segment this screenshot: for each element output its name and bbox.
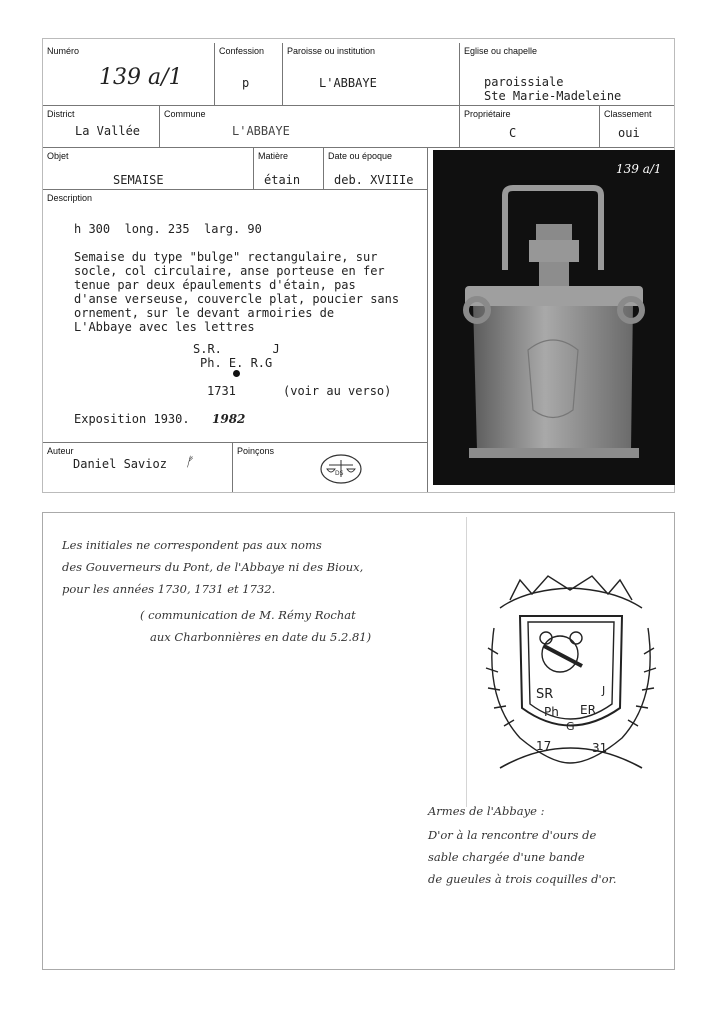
auteur-label: Auteur	[47, 446, 74, 456]
hallmark-stamp-icon	[319, 453, 363, 485]
back-comm-line: ( communication de M. Rémy Rochat	[140, 608, 356, 622]
confession-value: p	[242, 76, 250, 90]
back-comm-line: aux Charbonnières en date du 5.2.81)	[150, 630, 372, 644]
back-note-line: pour les années 1730, 1731 et 1732.	[62, 582, 276, 596]
crest-letters: 31	[592, 741, 608, 755]
proprietaire-cell	[460, 106, 600, 148]
description-letters-1: S.R. J	[193, 342, 280, 356]
description-letters-2: Ph. E. R.G	[200, 356, 273, 370]
poincons-cell	[233, 443, 428, 492]
crest-letters: Ph	[544, 705, 559, 719]
back-divider	[466, 517, 467, 807]
description-line: L'Abbaye avec les lettres	[74, 320, 255, 334]
auteur-value: Daniel Savioz	[73, 457, 167, 471]
commune-value: L'ABBAYE	[232, 124, 290, 138]
svg-text:DS: DS	[335, 470, 344, 477]
paroisse-value: L'ABBAYE	[319, 76, 377, 90]
description-line: tenue par deux épaulements d'étain, pas	[74, 278, 356, 292]
district-label: District	[47, 109, 75, 119]
arms-line: D'or à la rencontre d'ours de	[428, 828, 597, 842]
crest-letters: 17	[536, 739, 552, 753]
classement-label: Classement	[604, 109, 652, 119]
auteur-cell	[43, 443, 233, 492]
eglise-value-1: paroissiale	[484, 75, 564, 89]
description-line: socle, col circulaire, anse porteuse en fer	[74, 264, 385, 278]
eglise-label: Eglise ou chapelle	[464, 46, 538, 56]
proprietaire-label: Propriétaire	[464, 109, 511, 119]
paroisse-cell	[283, 43, 460, 106]
commune-label: Commune	[164, 109, 206, 119]
crest-letters: G	[566, 720, 575, 733]
photo-number: 139 a/1	[616, 162, 662, 176]
numero-label: Numéro	[47, 46, 80, 56]
back-note-line: Les initiales ne correspondent pas aux noms	[62, 538, 322, 552]
date-cell	[324, 148, 428, 190]
description-exposition-hand: 1982	[212, 412, 246, 426]
objet-cell	[43, 148, 254, 190]
classement-value: oui	[618, 126, 640, 140]
date-value: deb. XVIIIe	[334, 173, 414, 187]
description-line: Semaise du type "bulge" rectangulaire, sur	[74, 250, 378, 264]
district-value: La Vallée	[75, 124, 141, 138]
district-cell	[43, 106, 160, 148]
objet-value: SEMAISE	[113, 173, 164, 187]
description-dimensions: h 300 long. 235 larg. 90	[74, 222, 262, 236]
eglise-value-2: Ste Marie-Madeleine	[484, 89, 622, 103]
date-label: Date ou époque	[328, 151, 393, 161]
description-exposition: Exposition 1930.	[74, 412, 190, 426]
classement-cell	[600, 106, 674, 148]
arms-line: Armes de l'Abbaye :	[428, 804, 545, 818]
numero-cell	[43, 43, 215, 106]
confession-cell	[215, 43, 283, 106]
pewter-flask-image	[433, 150, 675, 485]
description-line: d'anse verseuse, couvercle plat, poucier sans	[74, 292, 400, 306]
description-label: Description	[47, 193, 93, 203]
commune-cell	[160, 106, 460, 148]
arms-line: sable chargée d'une bande	[428, 850, 585, 864]
paroisse-label: Paroisse ou institution	[287, 46, 376, 56]
crest-letters: J	[602, 684, 606, 697]
crest-letters: ER	[580, 703, 596, 717]
crest-letters: SR	[536, 687, 554, 702]
arms-line: de gueules à trois coquilles d'or.	[428, 872, 617, 886]
eglise-cell	[460, 43, 674, 106]
object-photo	[433, 150, 675, 485]
back-note-line: des Gouverneurs du Pont, de l'Abbaye ni des Bioux,	[62, 560, 364, 574]
description-year: 1731	[207, 384, 236, 398]
objet-label: Objet	[47, 151, 69, 161]
description-line: ornement, sur le devant armoiries de	[74, 306, 335, 320]
description-verso: (voir au verso)	[283, 384, 392, 398]
matiere-label: Matière	[258, 151, 289, 161]
coat-of-arms-drawing	[480, 568, 662, 786]
proprietaire-value: C	[509, 126, 517, 140]
numero-value: 139 a/1	[99, 65, 183, 90]
auteur-mark: ᚠ	[185, 455, 193, 470]
matiere-value: étain	[264, 173, 301, 187]
confession-label: Confession	[219, 46, 265, 56]
poincons-label: Poinçons	[237, 446, 275, 456]
ink-dot	[233, 370, 240, 377]
matiere-cell	[254, 148, 324, 190]
